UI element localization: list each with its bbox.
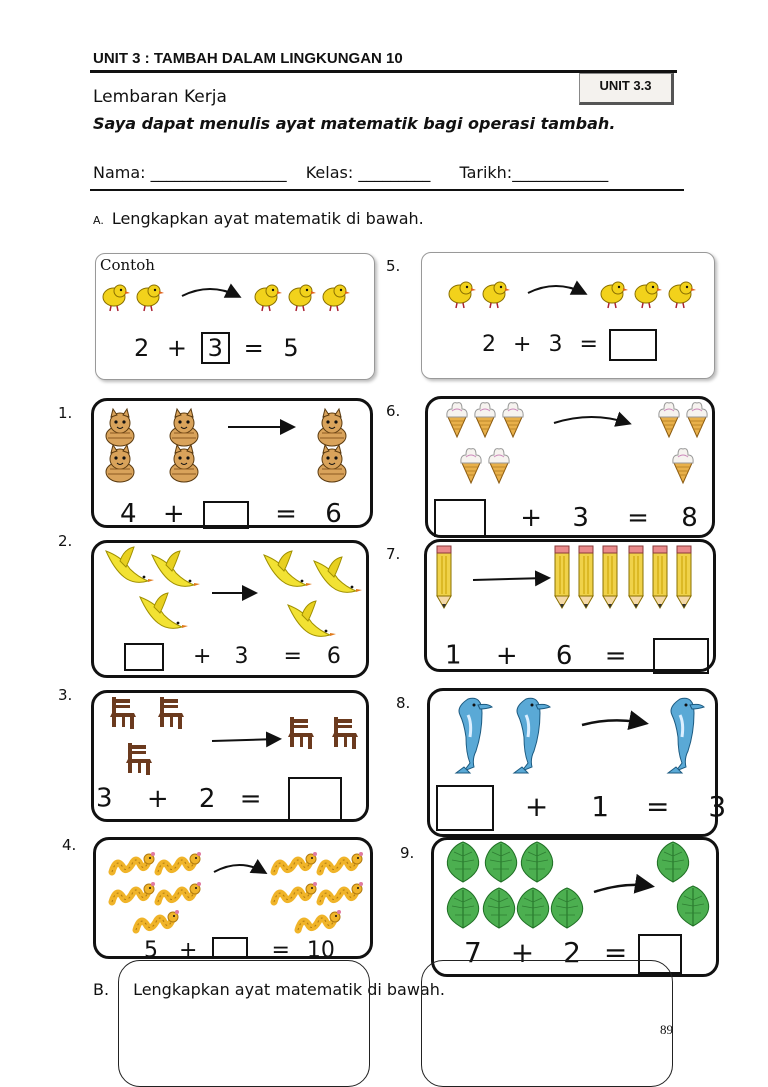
addend-a: 1 [445,640,462,671]
section-a-instruction: Lengkapkan ayat matematik di bawah. [111,209,424,228]
sum: 8 [681,502,698,533]
unit-title: UNIT 3 : TAMBAH DALAM LINGKUNGAN 10 [93,50,403,67]
plus-sign: + [520,502,543,533]
sum: 3 [708,790,727,823]
question-2-box [91,540,369,678]
student-info-row [93,163,608,182]
question-7-box [424,539,716,672]
addend-a: 4 [120,499,137,529]
date-field[interactable]: Tarikh:____________ [459,163,609,182]
question-5-equation [482,329,657,361]
chick-icon [446,281,706,321]
page-number: 89 [660,1022,673,1037]
question-number: 2. [58,532,73,550]
worm-icon [110,850,370,940]
question-5-box [421,252,715,379]
class-field[interactable]: Kelas: _________ [305,163,431,182]
question-number: 5. [386,257,401,275]
addend-a: 5 [144,938,158,959]
example-addend-a: 2 [134,334,150,362]
sum: 6 [325,499,342,529]
pencil-icon [437,546,707,616]
info-divider [90,189,684,191]
section-a-letter: A. [93,214,104,227]
equals-sign: = [579,332,598,357]
answer-box[interactable] [203,501,249,529]
question-3-box [91,690,369,822]
question-1-box [91,398,373,528]
equals-sign: = [604,640,627,671]
plus-sign: + [495,640,518,671]
answer-box[interactable] [609,329,657,361]
leaf-icon [444,842,714,932]
plus-sign: + [166,334,188,362]
example-sum: 5 [283,334,299,362]
sum: 10 [306,938,335,959]
unit-badge: UNIT 3.3 [579,73,674,105]
example-label: Contoh [100,256,155,274]
addend-a: 2 [482,332,496,357]
section-b-instruction: Lengkapkan ayat matematik di bawah. [133,980,445,999]
question-4-equation [144,937,335,959]
equals-sign: = [239,783,262,814]
question-number: 3. [58,686,73,704]
section-b-box-left [118,960,370,1087]
equals-sign: = [603,936,628,969]
plus-sign: + [179,938,198,959]
addend-a: 3 [96,783,113,814]
cat-icon [100,411,370,491]
name-field[interactable]: Nama: _________________ [93,163,287,182]
addend-b: 6 [555,640,573,671]
question-number: 6. [386,402,401,420]
question-3-equation [96,777,342,821]
answer-box[interactable] [653,638,709,674]
example-box [95,253,375,380]
example-equation [134,332,299,364]
bird-icon [104,547,364,643]
plus-sign: + [146,783,169,814]
question-4-box [93,837,373,959]
answer-box[interactable] [288,777,342,821]
answer-box[interactable] [212,937,248,959]
equals-sign: = [627,502,649,533]
chair-icon [108,697,368,781]
question-8-equation [436,785,726,831]
addend-a: 7 [464,936,482,969]
question-number: 9. [400,844,415,862]
question-1-equation [120,499,342,529]
addend-b: 3 [234,644,249,669]
addend-b: 3 [548,332,563,357]
question-number: 4. [62,836,77,854]
addend-b: 2 [198,783,216,814]
section-b-letter: B. [93,980,110,999]
learning-objective: Saya dapat menulis ayat matematik bagi operasi tambah. [93,114,616,133]
addend-b: 1 [591,790,610,823]
section-b-box-right [421,960,673,1087]
plus-sign: + [162,499,185,529]
chick-icon [100,284,370,324]
dolphin-icon [452,693,712,779]
question-9-box [431,837,719,977]
example-addend-b: 3 [201,332,230,364]
section-a-heading [93,209,424,228]
plus-sign: + [510,936,535,969]
sum: 6 [326,644,341,669]
question-6-equation [434,499,698,537]
plus-sign: + [193,644,212,669]
question-8-box [427,688,727,837]
equals-sign: = [275,499,297,529]
question-6-box [425,396,715,538]
plus-sign: + [524,790,549,823]
worksheet-label: Lembaran Kerja [93,87,227,107]
ice-cream-icon [442,401,712,493]
equals-sign: = [243,334,264,362]
question-number: 7. [386,545,401,563]
equals-sign: = [283,644,302,669]
answer-box[interactable] [436,785,494,831]
equals-sign: = [646,790,670,823]
answer-box[interactable] [124,643,164,671]
question-number: 1. [58,404,73,422]
question-2-equation [124,643,341,671]
answer-box[interactable] [434,499,486,537]
addend-b: 2 [563,936,581,969]
question-7-equation [445,638,709,674]
equals-sign: = [271,938,290,959]
addend-b: 3 [572,502,589,533]
plus-sign: + [513,332,532,357]
question-number: 8. [396,694,411,712]
